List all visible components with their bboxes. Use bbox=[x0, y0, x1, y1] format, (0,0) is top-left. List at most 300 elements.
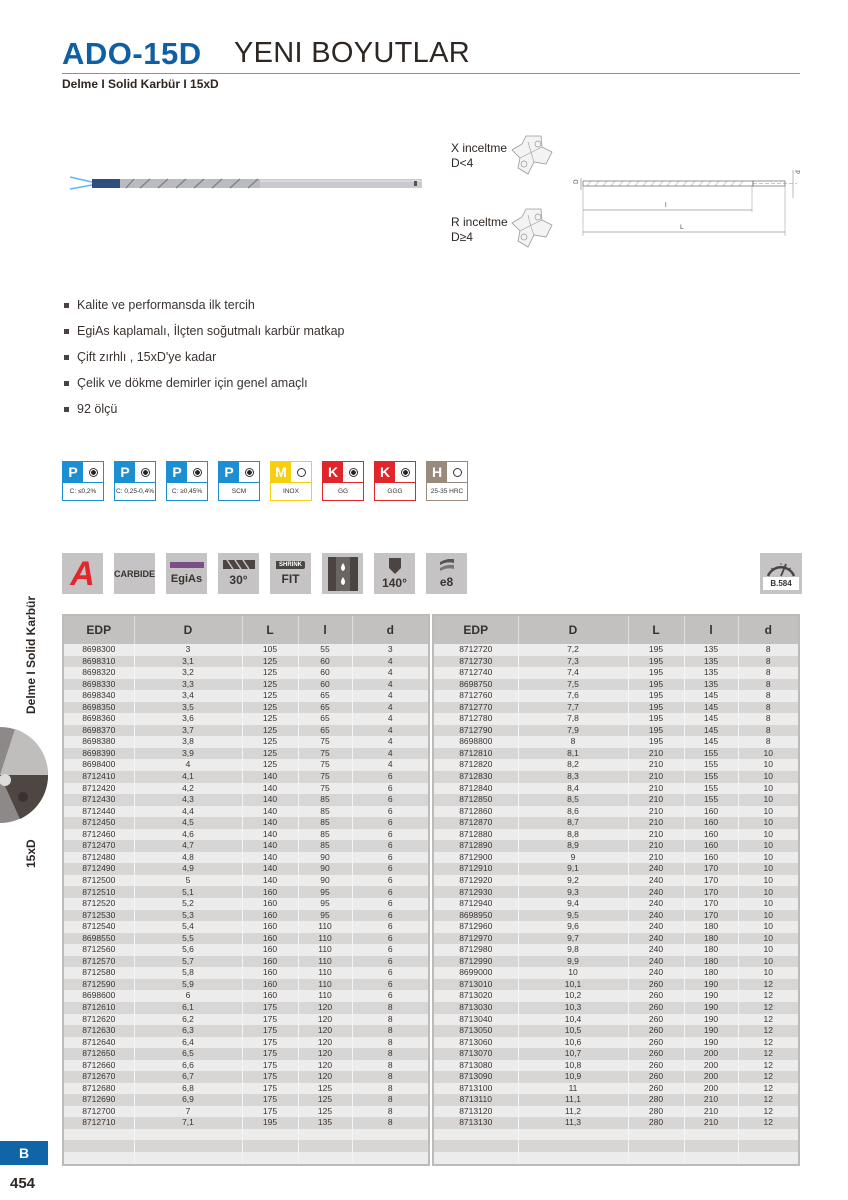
material-top bbox=[271, 462, 311, 482]
cell-d: 12 bbox=[738, 1025, 798, 1037]
cell-l: 110 bbox=[298, 933, 352, 945]
table-row bbox=[64, 690, 428, 702]
table-row bbox=[434, 1083, 798, 1095]
material-suitability bbox=[62, 461, 468, 501]
cell-L: 140 bbox=[242, 863, 298, 875]
table-row bbox=[434, 863, 798, 875]
cell-D: 4,2 bbox=[134, 783, 242, 795]
table-row bbox=[64, 921, 428, 933]
helix-label: 30° bbox=[229, 573, 248, 587]
table-row bbox=[64, 806, 428, 818]
cell-l: 110 bbox=[298, 944, 352, 956]
cell-edp: 8712480 bbox=[64, 852, 134, 864]
table-row bbox=[64, 1094, 428, 1106]
cell-L: 195 bbox=[628, 667, 684, 679]
cell-d: 4 bbox=[352, 713, 428, 725]
cell-D: 4,4 bbox=[134, 806, 242, 818]
feature-item bbox=[64, 318, 344, 344]
material-top bbox=[427, 462, 467, 482]
cell-edp: 8712560 bbox=[64, 944, 134, 956]
cell-D: 8,7 bbox=[518, 817, 628, 829]
table-row-empty bbox=[434, 1152, 798, 1164]
table-row bbox=[434, 1071, 798, 1083]
table-row bbox=[64, 644, 428, 656]
cell-l: 90 bbox=[298, 852, 352, 864]
cell-d: 12 bbox=[738, 1048, 798, 1060]
cell-d: 8 bbox=[738, 725, 798, 737]
table-row bbox=[64, 956, 428, 968]
empty-dot-icon bbox=[453, 468, 462, 477]
cell-d: 8 bbox=[738, 667, 798, 679]
cell-L: 280 bbox=[628, 1106, 684, 1118]
table-row bbox=[64, 944, 428, 956]
col-header-edp: EDP bbox=[64, 616, 134, 644]
cell-D: 4,3 bbox=[134, 794, 242, 806]
cell-D: 5,4 bbox=[134, 921, 242, 933]
suitability-indicator bbox=[343, 462, 363, 482]
material-group bbox=[322, 461, 364, 501]
cell-empty bbox=[298, 1129, 352, 1141]
cell-l: 155 bbox=[684, 783, 738, 795]
material-top bbox=[323, 462, 363, 482]
cell-edp: 8698950 bbox=[434, 910, 518, 922]
cell-edp: 8712410 bbox=[64, 771, 134, 783]
sidebar-ratio: 15xD bbox=[24, 839, 38, 868]
table-row bbox=[64, 910, 428, 922]
cell-d: 6 bbox=[352, 898, 428, 910]
cell-empty bbox=[628, 1140, 684, 1152]
r-thinning-text: R inceltme bbox=[451, 215, 508, 229]
table-row bbox=[434, 759, 798, 771]
material-letter: P bbox=[63, 462, 83, 482]
cell-d: 8 bbox=[352, 1071, 428, 1083]
r-thinning-label bbox=[451, 215, 508, 245]
material-label: INOX bbox=[271, 482, 311, 500]
cell-D: 6,4 bbox=[134, 1037, 242, 1049]
table-row bbox=[64, 783, 428, 795]
feature-item bbox=[64, 396, 344, 422]
cell-D: 10,5 bbox=[518, 1025, 628, 1037]
cell-d: 12 bbox=[738, 1014, 798, 1026]
cell-edp: 8712930 bbox=[434, 886, 518, 898]
cell-D: 8,2 bbox=[518, 759, 628, 771]
feature-item bbox=[64, 344, 344, 370]
table-row bbox=[64, 748, 428, 760]
x-thinning-label bbox=[451, 141, 507, 171]
reference-page-badge[interactable] bbox=[760, 553, 802, 594]
cell-D: 4,1 bbox=[134, 771, 242, 783]
table-row bbox=[434, 1117, 798, 1129]
material-group bbox=[374, 461, 416, 501]
cell-l: 95 bbox=[298, 886, 352, 898]
tolerance-symbol-icon bbox=[438, 559, 456, 573]
table-row bbox=[64, 1025, 428, 1037]
cell-D: 8,5 bbox=[518, 794, 628, 806]
cell-D: 3,7 bbox=[134, 725, 242, 737]
cell-edp: 8698350 bbox=[64, 702, 134, 714]
cell-L: 260 bbox=[628, 1002, 684, 1014]
cell-d: 4 bbox=[352, 656, 428, 668]
cell-D: 4,6 bbox=[134, 829, 242, 841]
cell-l: 65 bbox=[298, 713, 352, 725]
cell-l: 95 bbox=[298, 898, 352, 910]
cell-D: 5,9 bbox=[134, 979, 242, 991]
cell-l: 135 bbox=[684, 667, 738, 679]
table-row bbox=[434, 956, 798, 968]
cell-edp: 8712990 bbox=[434, 956, 518, 968]
cell-l: 170 bbox=[684, 910, 738, 922]
cell-d: 10 bbox=[738, 829, 798, 841]
cell-d: 6 bbox=[352, 967, 428, 979]
feature-item bbox=[64, 292, 344, 318]
cell-L: 175 bbox=[242, 1083, 298, 1095]
material-letter: P bbox=[219, 462, 239, 482]
cell-d: 10 bbox=[738, 910, 798, 922]
cell-D: 9,6 bbox=[518, 921, 628, 933]
sidebar-drill-tip-graphic bbox=[0, 725, 55, 825]
cell-l: 110 bbox=[298, 967, 352, 979]
cell-l: 85 bbox=[298, 794, 352, 806]
cell-D: 5,6 bbox=[134, 944, 242, 956]
cell-D: 11,2 bbox=[518, 1106, 628, 1118]
cell-d: 12 bbox=[738, 990, 798, 1002]
cell-L: 140 bbox=[242, 817, 298, 829]
cell-edp: 8713010 bbox=[434, 979, 518, 991]
table-row bbox=[434, 1060, 798, 1072]
cell-D: 8 bbox=[518, 736, 628, 748]
material-group bbox=[166, 461, 208, 501]
cell-empty bbox=[134, 1140, 242, 1152]
cell-empty bbox=[738, 1152, 798, 1164]
dimension-drawing bbox=[565, 160, 805, 240]
cell-edp: 8713020 bbox=[434, 990, 518, 1002]
feature-text: Çelik ve dökme demirler için genel amaçlı bbox=[77, 376, 308, 390]
cell-l: 200 bbox=[684, 1071, 738, 1083]
feature-list bbox=[64, 292, 344, 422]
cell-edp: 8713060 bbox=[434, 1037, 518, 1049]
cell-d: 8 bbox=[352, 1048, 428, 1060]
cell-D: 8,6 bbox=[518, 806, 628, 818]
cell-edp: 8712860 bbox=[434, 806, 518, 818]
cell-d: 6 bbox=[352, 990, 428, 1002]
cell-edp: 8712850 bbox=[434, 794, 518, 806]
cell-L: 195 bbox=[628, 725, 684, 737]
cell-L: 125 bbox=[242, 713, 298, 725]
cell-L: 125 bbox=[242, 702, 298, 714]
cell-d: 10 bbox=[738, 759, 798, 771]
cell-d: 6 bbox=[352, 886, 428, 898]
cell-L: 160 bbox=[242, 956, 298, 968]
cell-D: 7,3 bbox=[518, 656, 628, 668]
cell-l: 190 bbox=[684, 990, 738, 1002]
cell-D: 6 bbox=[134, 990, 242, 1002]
cell-L: 240 bbox=[628, 886, 684, 898]
bullet-icon bbox=[64, 329, 69, 334]
material-label: C: 0,25-0,4% bbox=[115, 482, 155, 500]
cell-empty bbox=[684, 1140, 738, 1152]
material-label: GG bbox=[323, 482, 363, 500]
tolerance-icon bbox=[426, 553, 467, 594]
cell-L: 125 bbox=[242, 656, 298, 668]
cell-L: 160 bbox=[242, 990, 298, 1002]
cell-edp: 8713040 bbox=[434, 1014, 518, 1026]
cell-empty bbox=[64, 1129, 134, 1141]
cell-d: 12 bbox=[738, 1060, 798, 1072]
table-row bbox=[434, 910, 798, 922]
cell-D: 3,6 bbox=[134, 713, 242, 725]
cell-L: 210 bbox=[628, 759, 684, 771]
cell-l: 125 bbox=[298, 1094, 352, 1106]
cell-l: 155 bbox=[684, 794, 738, 806]
cell-l: 160 bbox=[684, 817, 738, 829]
col-header-D: D bbox=[134, 616, 242, 644]
material-label: C: ≥0,45% bbox=[167, 482, 207, 500]
cell-edp: 8712680 bbox=[64, 1083, 134, 1095]
cell-D: 3,8 bbox=[134, 736, 242, 748]
cell-D: 8,3 bbox=[518, 771, 628, 783]
material-letter: P bbox=[115, 462, 135, 482]
cell-D: 11,3 bbox=[518, 1117, 628, 1129]
cell-l: 75 bbox=[298, 771, 352, 783]
cell-D: 7,5 bbox=[518, 679, 628, 691]
cell-L: 140 bbox=[242, 771, 298, 783]
cell-edp: 8712630 bbox=[64, 1025, 134, 1037]
table-row-empty bbox=[434, 1140, 798, 1152]
cell-L: 260 bbox=[628, 990, 684, 1002]
cell-L: 210 bbox=[628, 794, 684, 806]
cell-d: 10 bbox=[738, 921, 798, 933]
cell-edp: 8712720 bbox=[434, 644, 518, 656]
cell-D: 3,2 bbox=[134, 667, 242, 679]
cell-d: 6 bbox=[352, 806, 428, 818]
cell-empty bbox=[434, 1140, 518, 1152]
cell-edp: 8698320 bbox=[64, 667, 134, 679]
empty-dot-icon bbox=[297, 468, 306, 477]
cell-D: 10,1 bbox=[518, 979, 628, 991]
table-row bbox=[64, 679, 428, 691]
table-row-empty bbox=[64, 1129, 428, 1141]
cell-empty bbox=[738, 1140, 798, 1152]
cell-D: 10,3 bbox=[518, 1002, 628, 1014]
cell-L: 195 bbox=[628, 656, 684, 668]
cell-d: 8 bbox=[738, 679, 798, 691]
cell-l: 160 bbox=[684, 806, 738, 818]
section-tab[interactable]: B bbox=[0, 1141, 48, 1165]
size-table-right bbox=[432, 614, 800, 1166]
table-row bbox=[434, 783, 798, 795]
cell-L: 175 bbox=[242, 1060, 298, 1072]
cell-edp: 8712810 bbox=[434, 748, 518, 760]
table-row-empty bbox=[434, 1129, 798, 1141]
cell-d: 6 bbox=[352, 783, 428, 795]
table-row bbox=[64, 933, 428, 945]
cell-empty bbox=[352, 1140, 428, 1152]
cell-l: 120 bbox=[298, 1060, 352, 1072]
cell-D: 4,5 bbox=[134, 817, 242, 829]
cell-d: 8 bbox=[352, 1117, 428, 1129]
cell-L: 260 bbox=[628, 1014, 684, 1026]
cell-L: 125 bbox=[242, 667, 298, 679]
cell-l: 190 bbox=[684, 1002, 738, 1014]
material-top bbox=[63, 462, 103, 482]
cell-L: 160 bbox=[242, 886, 298, 898]
cell-l: 135 bbox=[684, 679, 738, 691]
dim-l-label: l bbox=[665, 202, 667, 209]
cell-edp: 8698400 bbox=[64, 759, 134, 771]
cell-edp: 8713070 bbox=[434, 1048, 518, 1060]
bullet-icon bbox=[64, 355, 69, 360]
cell-l: 85 bbox=[298, 817, 352, 829]
cell-d: 12 bbox=[738, 1117, 798, 1129]
drill-point-icon bbox=[389, 558, 401, 574]
cell-d: 4 bbox=[352, 759, 428, 771]
cell-D: 10,9 bbox=[518, 1071, 628, 1083]
cell-D: 9 bbox=[518, 852, 628, 864]
cell-l: 75 bbox=[298, 736, 352, 748]
table-header-row bbox=[64, 616, 428, 644]
table-row bbox=[434, 1037, 798, 1049]
cell-D: 3,1 bbox=[134, 656, 242, 668]
cell-l: 190 bbox=[684, 1037, 738, 1049]
cell-empty bbox=[518, 1152, 628, 1164]
cell-L: 175 bbox=[242, 1094, 298, 1106]
cell-d: 6 bbox=[352, 829, 428, 841]
col-header-D: D bbox=[518, 616, 628, 644]
cell-empty bbox=[298, 1152, 352, 1164]
cell-D: 7,1 bbox=[134, 1117, 242, 1129]
cell-L: 210 bbox=[628, 783, 684, 795]
table-row bbox=[64, 713, 428, 725]
suitability-indicator bbox=[291, 462, 311, 482]
cell-edp: 8712900 bbox=[434, 852, 518, 864]
table-row bbox=[434, 921, 798, 933]
cell-d: 8 bbox=[738, 702, 798, 714]
cell-edp: 8712760 bbox=[434, 690, 518, 702]
cell-D: 8,4 bbox=[518, 783, 628, 795]
cell-l: 155 bbox=[684, 771, 738, 783]
table-row bbox=[64, 725, 428, 737]
cell-l: 110 bbox=[298, 990, 352, 1002]
table-row bbox=[64, 1060, 428, 1072]
cell-L: 125 bbox=[242, 748, 298, 760]
cell-L: 240 bbox=[628, 967, 684, 979]
cell-edp: 8712730 bbox=[434, 656, 518, 668]
table-row bbox=[434, 817, 798, 829]
cell-empty bbox=[518, 1140, 628, 1152]
table-row bbox=[434, 794, 798, 806]
cell-l: 95 bbox=[298, 910, 352, 922]
table-row bbox=[434, 875, 798, 887]
cell-l: 170 bbox=[684, 898, 738, 910]
material-group bbox=[270, 461, 312, 501]
table-row bbox=[64, 1117, 428, 1129]
table-row bbox=[434, 748, 798, 760]
cell-l: 210 bbox=[684, 1094, 738, 1106]
table-row bbox=[434, 1014, 798, 1026]
table-row bbox=[434, 656, 798, 668]
shank-top-label: SHRINK bbox=[276, 561, 305, 569]
cell-edp: 8712520 bbox=[64, 898, 134, 910]
cell-d: 8 bbox=[352, 1037, 428, 1049]
material-top bbox=[375, 462, 415, 482]
product-tagline: YENI BOYUTLAR bbox=[234, 37, 470, 69]
table-row bbox=[64, 875, 428, 887]
cell-L: 140 bbox=[242, 829, 298, 841]
cell-l: 110 bbox=[298, 921, 352, 933]
carbide-label: CARBIDE bbox=[114, 568, 156, 579]
cell-l: 170 bbox=[684, 886, 738, 898]
material-label: SCM bbox=[219, 482, 259, 500]
cell-D: 7,8 bbox=[518, 713, 628, 725]
cell-L: 260 bbox=[628, 1060, 684, 1072]
suitability-indicator bbox=[83, 462, 103, 482]
cell-d: 8 bbox=[738, 690, 798, 702]
cell-L: 210 bbox=[628, 817, 684, 829]
cell-d: 6 bbox=[352, 875, 428, 887]
table-row bbox=[434, 829, 798, 841]
cell-edp: 8712620 bbox=[64, 1014, 134, 1026]
material-letter: K bbox=[323, 462, 343, 482]
cell-edp: 8712770 bbox=[434, 702, 518, 714]
cell-edp: 8712840 bbox=[434, 783, 518, 795]
cell-L: 160 bbox=[242, 944, 298, 956]
col-header-L: L bbox=[628, 616, 684, 644]
table-row bbox=[64, 898, 428, 910]
cell-d: 4 bbox=[352, 725, 428, 737]
cell-edp: 8712710 bbox=[64, 1117, 134, 1129]
table-row bbox=[64, 1071, 428, 1083]
material-group bbox=[426, 461, 468, 501]
table-row bbox=[434, 644, 798, 656]
table-row-empty bbox=[64, 1140, 428, 1152]
cell-L: 160 bbox=[242, 921, 298, 933]
table-row bbox=[434, 1106, 798, 1118]
cell-D: 5 bbox=[134, 875, 242, 887]
cell-edp: 8698370 bbox=[64, 725, 134, 737]
tolerance-label: e8 bbox=[439, 574, 454, 589]
cell-l: 145 bbox=[684, 736, 738, 748]
cell-D: 6,9 bbox=[134, 1094, 242, 1106]
cell-D: 11 bbox=[518, 1083, 628, 1095]
cell-D: 3,5 bbox=[134, 702, 242, 714]
cell-D: 9,9 bbox=[518, 956, 628, 968]
cell-L: 195 bbox=[242, 1117, 298, 1129]
table-row bbox=[64, 852, 428, 864]
cell-d: 8 bbox=[352, 1106, 428, 1118]
cell-L: 140 bbox=[242, 783, 298, 795]
cell-edp: 8713130 bbox=[434, 1117, 518, 1129]
cell-D: 9,1 bbox=[518, 863, 628, 875]
cell-d: 10 bbox=[738, 852, 798, 864]
cell-D: 6,7 bbox=[134, 1071, 242, 1083]
sidebar-category: Delme I Solid Karbür bbox=[24, 595, 38, 714]
cell-empty bbox=[684, 1129, 738, 1141]
material-group bbox=[62, 461, 104, 501]
cell-edp: 8712650 bbox=[64, 1048, 134, 1060]
cell-l: 60 bbox=[298, 667, 352, 679]
cell-L: 160 bbox=[242, 979, 298, 991]
cell-d: 10 bbox=[738, 840, 798, 852]
table-row bbox=[64, 771, 428, 783]
coating-icon bbox=[166, 553, 207, 594]
material-label: 25-35 HRC bbox=[427, 482, 467, 500]
cell-d: 6 bbox=[352, 979, 428, 991]
cell-d: 8 bbox=[352, 1014, 428, 1026]
cell-l: 160 bbox=[684, 852, 738, 864]
cell-d: 12 bbox=[738, 1002, 798, 1014]
cell-edp: 8712590 bbox=[64, 979, 134, 991]
cell-edp: 8698800 bbox=[434, 736, 518, 748]
